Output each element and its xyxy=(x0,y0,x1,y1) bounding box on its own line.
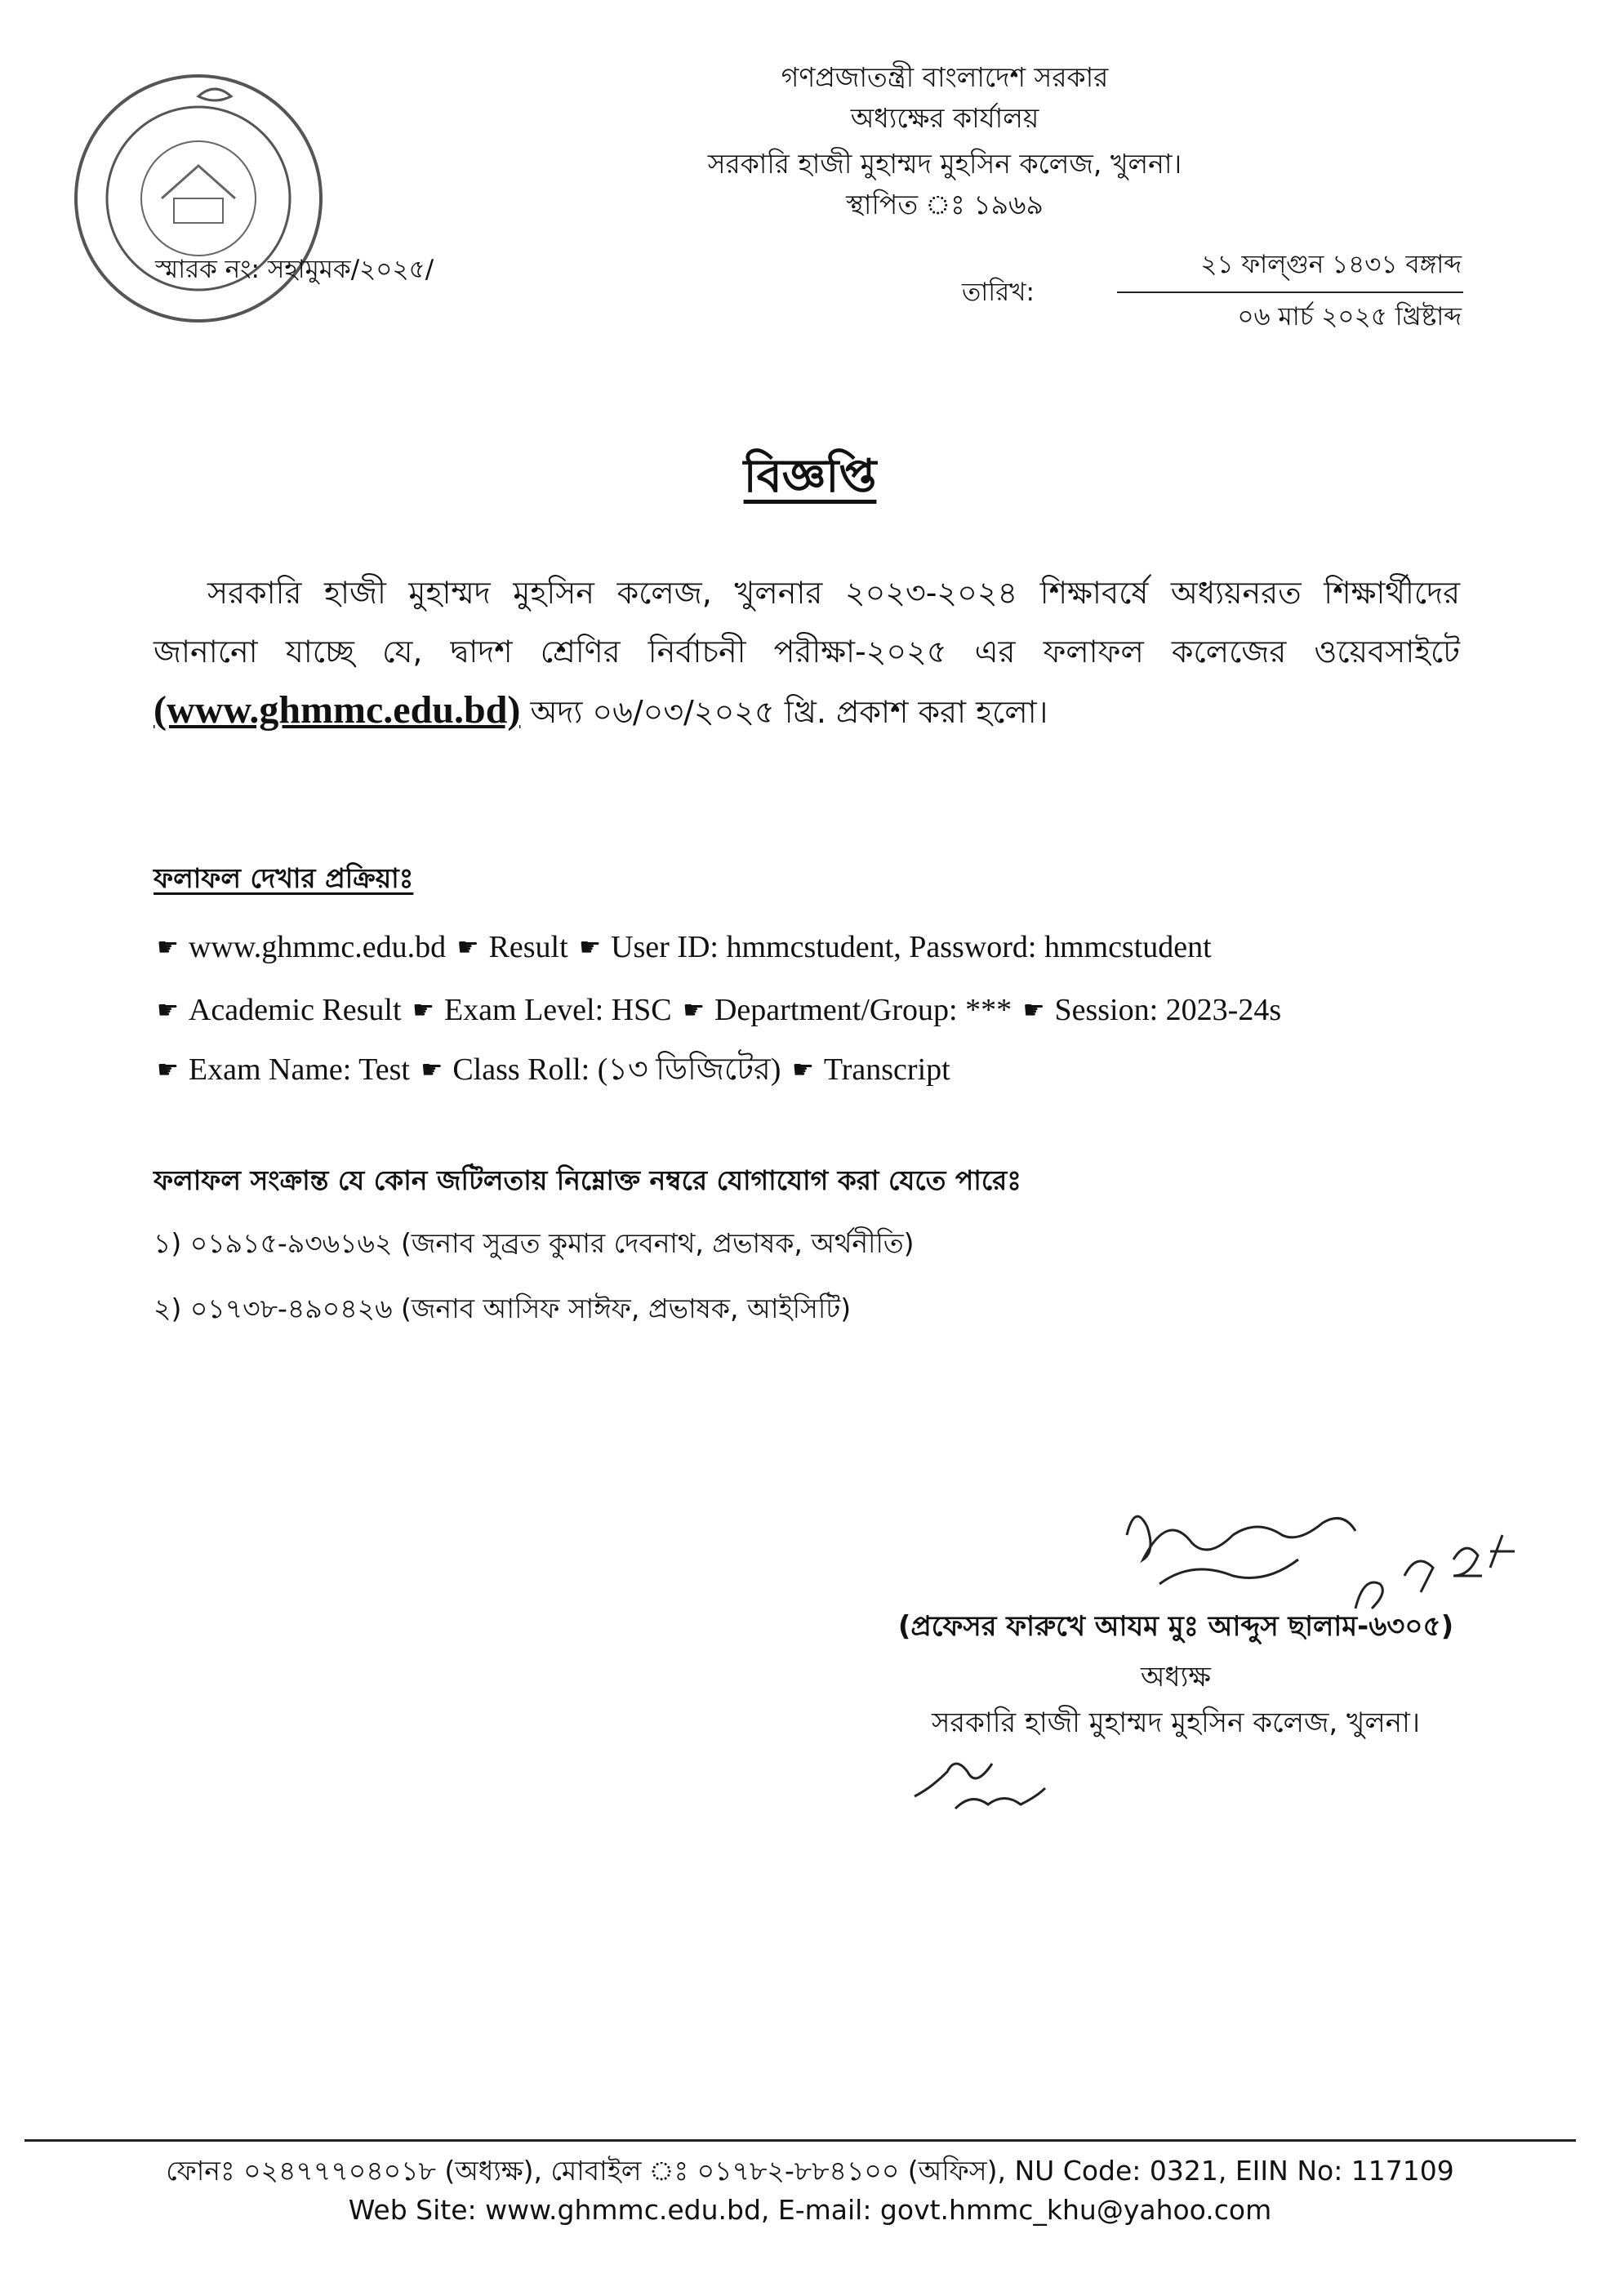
notice-body xyxy=(154,563,1460,741)
header-college: সরকারি হাজী মুহাম্মদ মুহসিন কলেজ, খুলনা। xyxy=(707,148,1182,180)
procedure-step: Exam Name: Test xyxy=(188,1052,410,1087)
pointing-hand-icon: ☛ xyxy=(412,997,434,1024)
procedure-row xyxy=(154,927,1212,968)
pointing-hand-icon: ☛ xyxy=(1022,997,1045,1024)
procedure-step: Department/Group: *** xyxy=(714,993,1012,1027)
signer-designation: অধ্যক্ষ xyxy=(1141,1661,1211,1693)
header-established: স্থাপিত ঃ ১৯৬৯ xyxy=(846,189,1044,220)
date-label: তারিখ: xyxy=(962,278,1035,307)
contact-item: ২) ০১৭৩৮-৪৯০৪২৬ (জনাব আসিফ সাঈফ, প্রভাষক, আইসিটি) xyxy=(154,1293,852,1324)
pointing-hand-icon: ☛ xyxy=(683,997,705,1024)
signer-institution: সরকারি হাজী মুহাম্মদ মুহসিন কলেজ, খুলনা। xyxy=(931,1706,1421,1739)
handwritten-signature xyxy=(1110,1486,1535,1625)
contacts-heading: ফলাফল সংক্রান্ত যে কোন জটিলতায় নিম্নোক্ত নম্বরে যোগাযোগ করা যেতে পারেঃ xyxy=(154,1164,1021,1196)
procedure-row xyxy=(154,990,1281,1031)
procedure-step: www.ghmmc.edu.bd xyxy=(188,930,447,964)
pointing-hand-icon: ☛ xyxy=(456,934,479,961)
body-text-part1: সরকারি হাজী মুহাম্মদ মুহসিন কলেজ, খুলনার ২০২৩-২০২৪ শিক্ষাবর্ষে অধ্যয়নরত শিক্ষার্থীদের জানানো যাচ্ছে যে, দ্বাদশ শ্রেণির নির্বাচনী পরীক্ষা-২০২৫ এর ফলাফল কলেজের ওয়েবসাইটে xyxy=(154,575,1460,670)
pointing-hand-icon: ☛ xyxy=(421,1057,443,1083)
procedure-step: Academic Result xyxy=(188,993,402,1027)
pointing-hand-icon: ☛ xyxy=(157,1057,179,1083)
procedure-heading: ফলাফল দেখার প্রক্রিয়াঃ xyxy=(154,862,414,894)
website-link[interactable]: (www.ghmmc.edu.bd) xyxy=(154,688,521,732)
pointing-hand-icon: ☛ xyxy=(157,934,179,961)
signer-name: (প্রফেসর ফারুখে আযম মুঃ আব্দুস ছালাম-৬৩০৫) xyxy=(897,1610,1454,1643)
notice-title: বিজ্ঞপ্তি xyxy=(743,450,877,503)
header-office: অধ্যক্ষের কার্যালয় xyxy=(850,102,1039,134)
procedure-step: User ID: hmmcstudent, Password: hmmcstudent xyxy=(611,930,1212,964)
procedure-row xyxy=(154,1049,950,1091)
footer-web: Web Site: www.ghmmc.edu.bd, E-mail: govt.hmmc_khu@yahoo.com xyxy=(348,2194,1272,2226)
pointing-hand-icon: ☛ xyxy=(157,997,179,1024)
header-government: গণপ্রজাতন্ত্রী বাংলাদেশ সরকার xyxy=(781,61,1109,93)
contact-item: ১) ০১৯১৫-৯৩৬১৬২ (জনাব সুব্রত কুমার দেবনাথ, প্রভাষক, অর্থনীতি) xyxy=(154,1227,915,1259)
memo-number: স্মারক নং: সহামুমক/২০২৫/ xyxy=(155,255,434,284)
footer-contact: ফোনঃ ০২৪৭৭৭০৪০১৮ (অধ্যক্ষ), মোবাইল ঃ ০১৭৮২-৮৮৪১০০ (অফিস), NU Code: 0321, EIIN No: 117109 xyxy=(166,2155,1454,2187)
footer-divider xyxy=(24,2139,1576,2142)
pointing-hand-icon: ☛ xyxy=(579,934,602,961)
procedure-step: Exam Level: HSC xyxy=(443,993,672,1027)
procedure-step: Class Roll: (১৩ ডিজিটের) xyxy=(452,1052,781,1087)
date-gregorian: ০৬ মার্চ ২০২৫ খ্রিষ্টাব্দ xyxy=(1237,302,1462,331)
date-bangla: ২১ ফাল্গুন ১৪৩১ বঙ্গাব্দ xyxy=(1200,250,1462,279)
body-text-part2: অদ্য ০৬/০৩/২০২৫ খ্রি. প্রকাশ করা হলো। xyxy=(520,694,1048,730)
procedure-step: Transcript xyxy=(823,1052,950,1087)
pointing-hand-icon: ☛ xyxy=(791,1057,814,1083)
handwritten-initials xyxy=(906,1739,1086,1813)
date-divider xyxy=(1117,291,1463,293)
procedure-step: Result xyxy=(488,930,568,964)
procedure-step: Session: 2023-24s xyxy=(1054,993,1282,1027)
